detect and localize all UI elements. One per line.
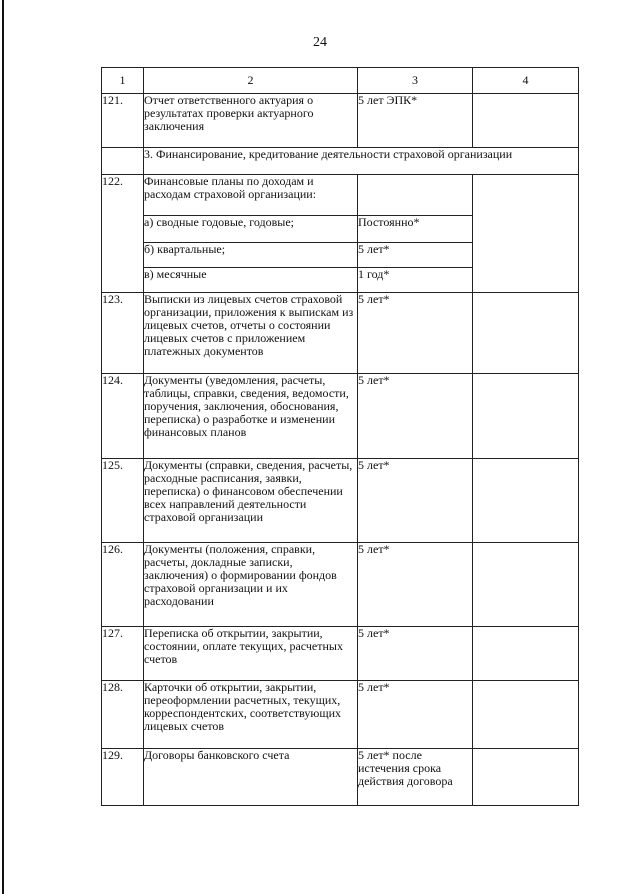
row-term: 5 лет* bbox=[358, 293, 473, 374]
header-col-2: 2 bbox=[144, 68, 358, 94]
row-term bbox=[358, 175, 473, 216]
row-number: 125. bbox=[102, 459, 144, 543]
subrow-term: Постоянно* bbox=[358, 216, 473, 243]
header-col-4: 4 bbox=[473, 68, 579, 94]
row-term: 5 лет* bbox=[358, 374, 473, 459]
row-term: 5 лет* bbox=[358, 543, 473, 627]
row-number: 123. bbox=[102, 293, 144, 374]
table-row-128 bbox=[102, 681, 579, 749]
row-term: 5 лет* bbox=[358, 459, 473, 543]
row-number: 128. bbox=[102, 681, 144, 749]
row-title: Переписка об открытии, закрытии, состоянии, оплате текущих, расчетных счетов bbox=[144, 627, 358, 681]
section-blank bbox=[102, 148, 144, 175]
table-row-123 bbox=[102, 293, 579, 374]
row-note bbox=[473, 94, 579, 148]
header-col-3: 3 bbox=[358, 68, 473, 94]
row-term: 5 лет* после истечения срока действия договора bbox=[358, 749, 473, 806]
row-note bbox=[473, 175, 579, 293]
row-note bbox=[473, 543, 579, 627]
row-term: 5 лет* bbox=[358, 627, 473, 681]
table-row-124 bbox=[102, 374, 579, 459]
row-note bbox=[473, 749, 579, 806]
section-heading: 3. Финансирование, кредитование деятельности страховой организации bbox=[144, 148, 579, 175]
subrow-text: а) сводные годовые, годовые; bbox=[144, 216, 358, 243]
table-row-121 bbox=[102, 94, 579, 148]
subrow-text: в) месячные bbox=[144, 268, 358, 293]
row-note bbox=[473, 293, 579, 374]
row-title: Документы (справки, сведения, расчеты, расходные расписания, заявки, переписка) о финансовом обеспечении всех направлений деятельности страховой организации bbox=[144, 459, 358, 543]
row-number: 129. bbox=[102, 749, 144, 806]
row-title: Карточки об открытии, закрытии, переоформлении расчетных, текущих, корреспондентских, соответствующих лицевых счетов bbox=[144, 681, 358, 749]
row-note bbox=[473, 374, 579, 459]
row-note bbox=[473, 627, 579, 681]
table-row-125 bbox=[102, 459, 579, 543]
page-left-border bbox=[2, 0, 4, 894]
row-number: 126. bbox=[102, 543, 144, 627]
retention-table bbox=[101, 67, 579, 806]
row-title: Договоры банковского счета bbox=[144, 749, 358, 806]
row-number: 121. bbox=[102, 94, 144, 148]
subrow-term: 1 год* bbox=[358, 268, 473, 293]
section-row bbox=[102, 148, 579, 175]
row-number: 127. bbox=[102, 627, 144, 681]
row-number: 122. bbox=[102, 175, 144, 293]
row-term: 5 лет ЭПК* bbox=[358, 94, 473, 148]
row-term: 5 лет* bbox=[358, 681, 473, 749]
table-row-122 bbox=[102, 175, 579, 216]
subrow-term: 5 лет* bbox=[358, 243, 473, 268]
table-row-127 bbox=[102, 627, 579, 681]
table-header-row bbox=[102, 68, 579, 94]
row-title: Выписки из лицевых счетов страховой организации, приложения к выпискам из лицевых счетов, отчеты о состоянии лицевых счетов с приложением платежных документов bbox=[144, 293, 358, 374]
table-row-129 bbox=[102, 749, 579, 806]
table-row-126 bbox=[102, 543, 579, 627]
row-note bbox=[473, 459, 579, 543]
subrow-text: б) квартальные; bbox=[144, 243, 358, 268]
row-note bbox=[473, 681, 579, 749]
header-col-1: 1 bbox=[102, 68, 144, 94]
row-number: 124. bbox=[102, 374, 144, 459]
row-title: Документы (положения, справки, расчеты, докладные записки, заключения) о формировании фондов страховой организации и их расходовании bbox=[144, 543, 358, 627]
row-title: Отчет ответственного актуария о результатах проверки актуарного заключения bbox=[144, 94, 358, 148]
page-number: 24 bbox=[313, 35, 327, 50]
row-title: Документы (уведомления, расчеты, таблицы, справки, сведения, ведомости, поручения, заключения, обоснования, переписка) о разработке и изменении финансовых планов bbox=[144, 374, 358, 459]
row-title: Финансовые планы по доходам и расходам страховой организации: bbox=[144, 175, 358, 216]
